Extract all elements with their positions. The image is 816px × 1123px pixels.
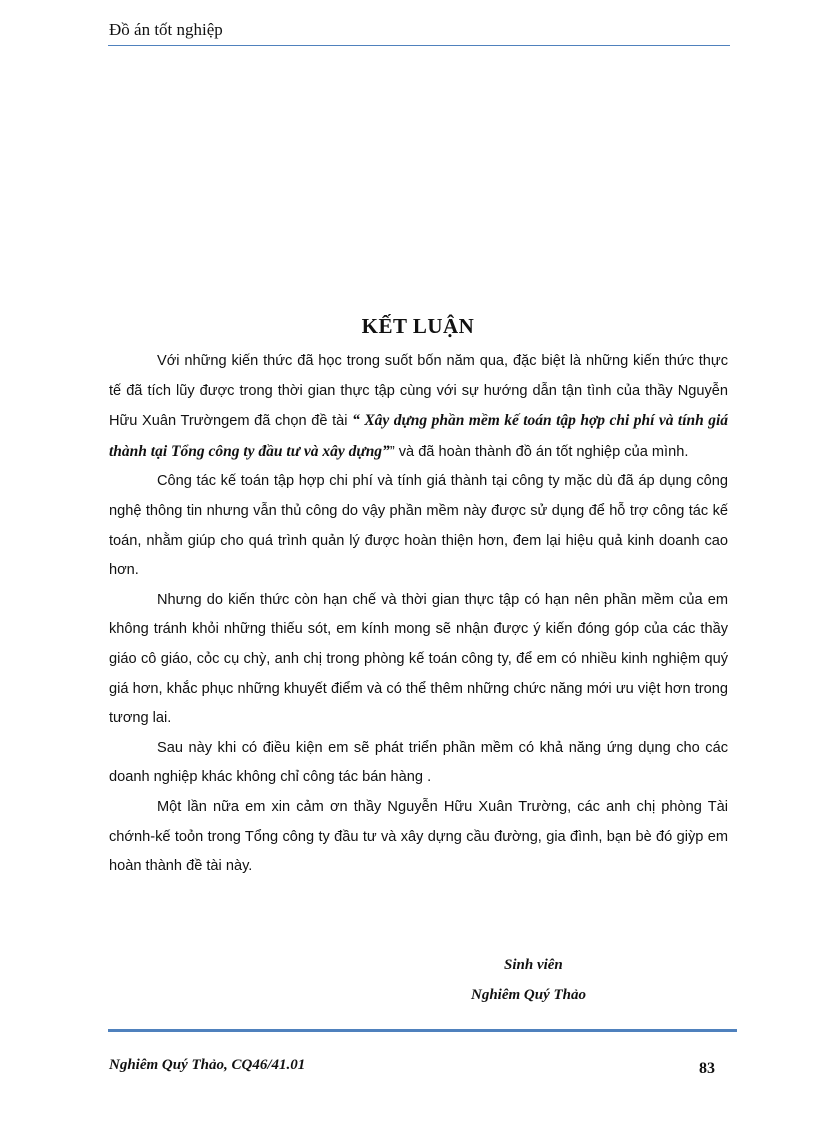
signature-role: Sinh viên <box>504 957 563 973</box>
header-title: Đồ án tốt nghiệp <box>109 20 223 39</box>
paragraph-thanks: Một lần nữa em xin cảm ơn thầy Nguyễn Hữu Xuân Trường, các anh chị phòng Tài chớnh-kế toỏn trong Tổng công ty đầu tư và xây dựng cầu đường, gia đình, bạn bè đó giỳp em hoàn thành đề tài này. <box>109 798 728 875</box>
paragraph-future: Sau này khi có điều kiện em sẽ phát triển phần mềm có khả năng ứng dụng cho các doanh nghiệp khác không chỉ công tác bán hàng . <box>109 739 728 786</box>
paragraph-limitations: Nhưng do kiến thức còn hạn chế và thời gian thực tập có hạn nên phần mềm của em không tránh khỏi những thiếu sót, em kính mong sẽ nhận được ý kiến đóng góp của các thầy giáo cô giáo, cỏc cụ chỳ, anh chị trong phòng kế toán công ty, để em có nhiều kinh nghiệm quý giá hơn, khắc phục những khuyết điểm và có thể thêm những chức năng mới ưu việt hơn trong tương lai. <box>109 591 728 727</box>
header-divider <box>108 45 730 46</box>
paragraph-purpose: Công tác kế toán tập hợp chi phí và tính giá thành tại công ty mặc dù đã áp dụng công nghệ thông tin nhưng vẫn thủ công do vậy phần mềm này được sử dụng để hỗ trợ công tác kế toán, nhằm giúp cho quá trình quản lý được hoàn thiện hơn, đem lại hiệu quả kinh doanh cao hơn. <box>109 473 728 579</box>
paragraph-intro-end: ” và đã hoàn thành đồ án tốt nghiệp của mình. <box>389 443 689 460</box>
footer-author: Nghiêm Quý Thảo, CQ46/41.01 <box>109 1057 306 1073</box>
footer-divider <box>108 1029 737 1032</box>
paragraph-intro-text: Với những kiến thức đã học trong suốt bốn năm qua, đặc biệt là những kiến thức thực tế đã tích lũy được trong thời gian thực tập cùng với sự hướng dẫn tận tình của thầy Nguyễn Hữu Xuân Trườngem đã chọn đề tài <box>109 353 728 430</box>
thesis-title: “ Xây dựng phần mềm kế toán tập hợp chi phí và tính giá thành tại Tổng công ty đầu tư và xây dựng” <box>109 412 728 460</box>
document-body <box>109 347 728 882</box>
signature-name: Nghiêm Quý Thảo <box>471 987 587 1003</box>
page-heading: KẾT LUẬN <box>361 314 475 338</box>
paragraph-intro <box>109 347 728 467</box>
page-number: 83 <box>699 1060 715 1077</box>
